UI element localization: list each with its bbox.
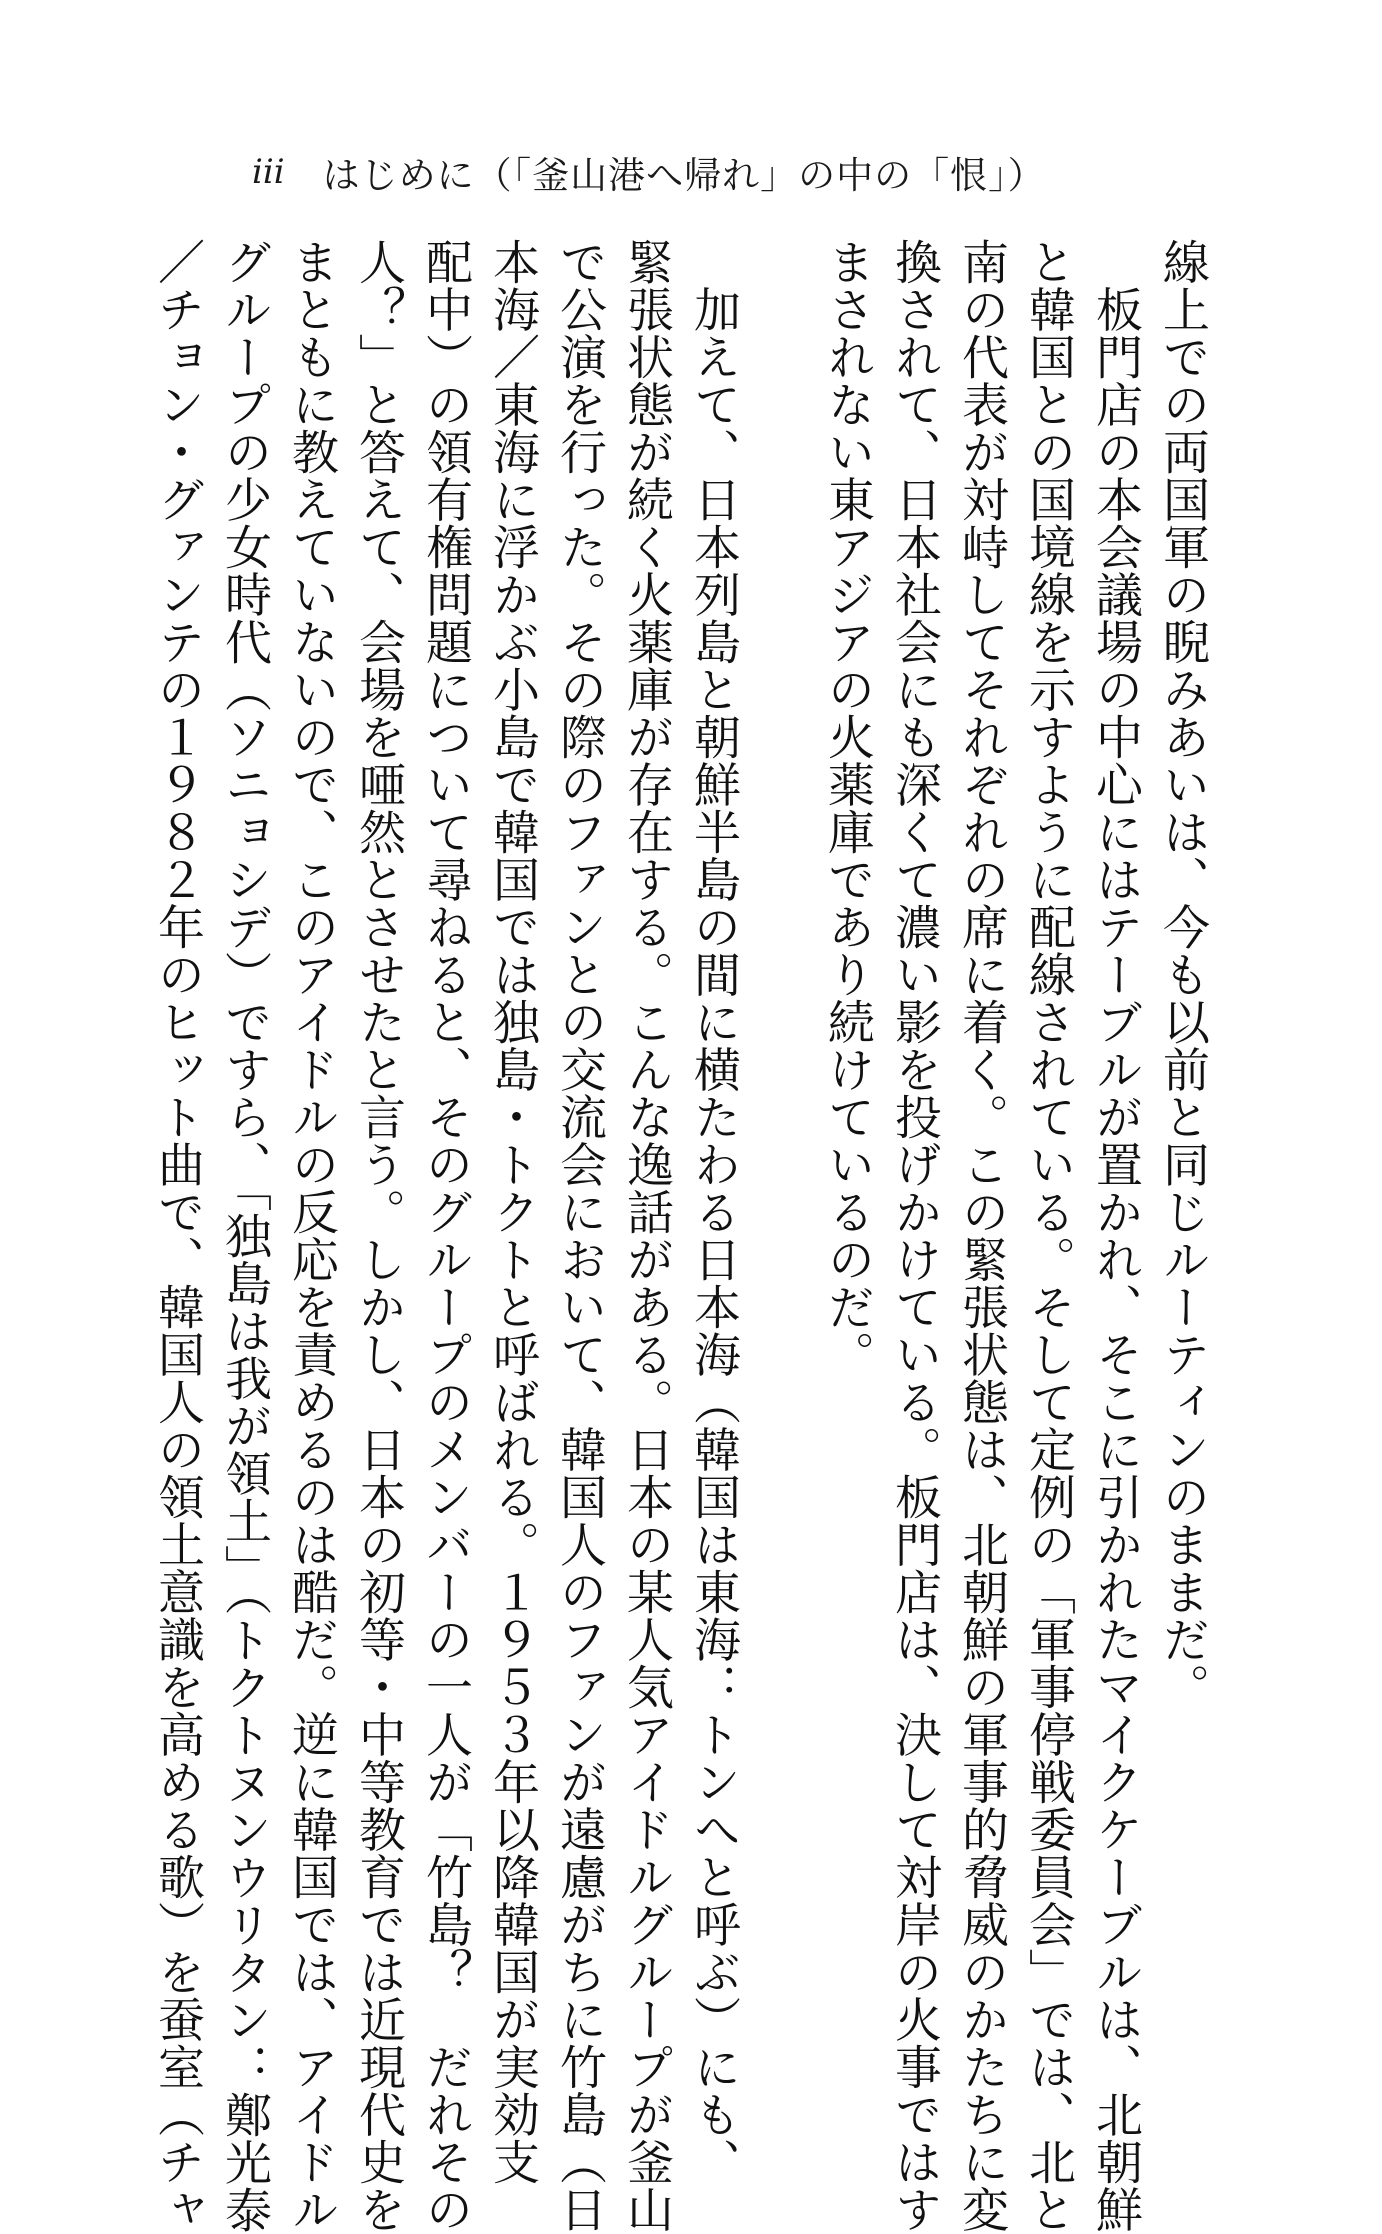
text-line: で公演を行った。その際のファンとの交流会において、韓国人のファンが遠慮がちに竹島（日 [552,238,607,2233]
text-line: 人？」と答えて、会場を唖然とさせたと言う。しかし、日本の初等・中等教育では近現代史を [351,238,406,2233]
running-head [252,142,1046,202]
text-line: と韓国との国境線を示すように配線されている。そして定例の「軍事停戦委員会」では、北と [1021,238,1076,2233]
text-line: ／チョン・グァンテの１９８２年のヒット曲で、韓国人の領土意識を高める歌）を蚕室（チャ [150,238,205,2233]
chapter-title: はじめに（「釜山港へ帰れ」の中の「恨」） [322,154,1046,197]
text-line: 本海／東海に浮かぶ小島で韓国では独島・トクトと呼ばれる。１９５３年以降韓国が実効支 [485,238,540,2186]
text-line: まともに教えていないので、このアイドルの反応を責めるのは酷だ。逆に韓国では、アイドル [284,238,339,2233]
text-line: 加えて、日本列島と朝鮮半島の間に横たわる日本海（韓国は東海：トンへと呼ぶ）にも、 [686,238,741,2186]
text-line: まされない東アジアの火薬庫であり続けているのだ。 [820,238,875,1378]
text-line: 緊張状態が続く火薬庫が存在する。こんな逸話がある。日本の某人気アイドルグループが釜山 [619,238,674,2233]
text-line: 配中）の領有権問題について尋ねると、そのグループのメンバーの一人が「竹島？ だれその [418,238,473,2233]
text-line: グループの少女時代（ソニョシデ）ですら、「独島は我が領土」（トクトヌンウリタン：鄭光泰 [217,238,272,2234]
text-line: 板門店の本会議場の中心にはテーブルが置かれ、そこに引かれたマイクケーブルは、北朝鮮 [1088,238,1143,2233]
text-line: 南の代表が対峙してそれぞれの席に着く。この緊張状態は、北朝鮮の軍事的脅威のかたちに変 [954,238,1009,2233]
paragraph-gap [747,238,814,1878]
page-number: iii [252,152,285,192]
vertical-body-text [150,238,1216,2234]
text-line: 線上での両国軍の睨みあいは、今も以前と同じルーティンのままだ。 [1155,238,1210,1711]
text-line: 換されて、日本社会にも深くて濃い影を投げかけている。板門店は、決して対岸の火事ではす [887,238,942,2233]
